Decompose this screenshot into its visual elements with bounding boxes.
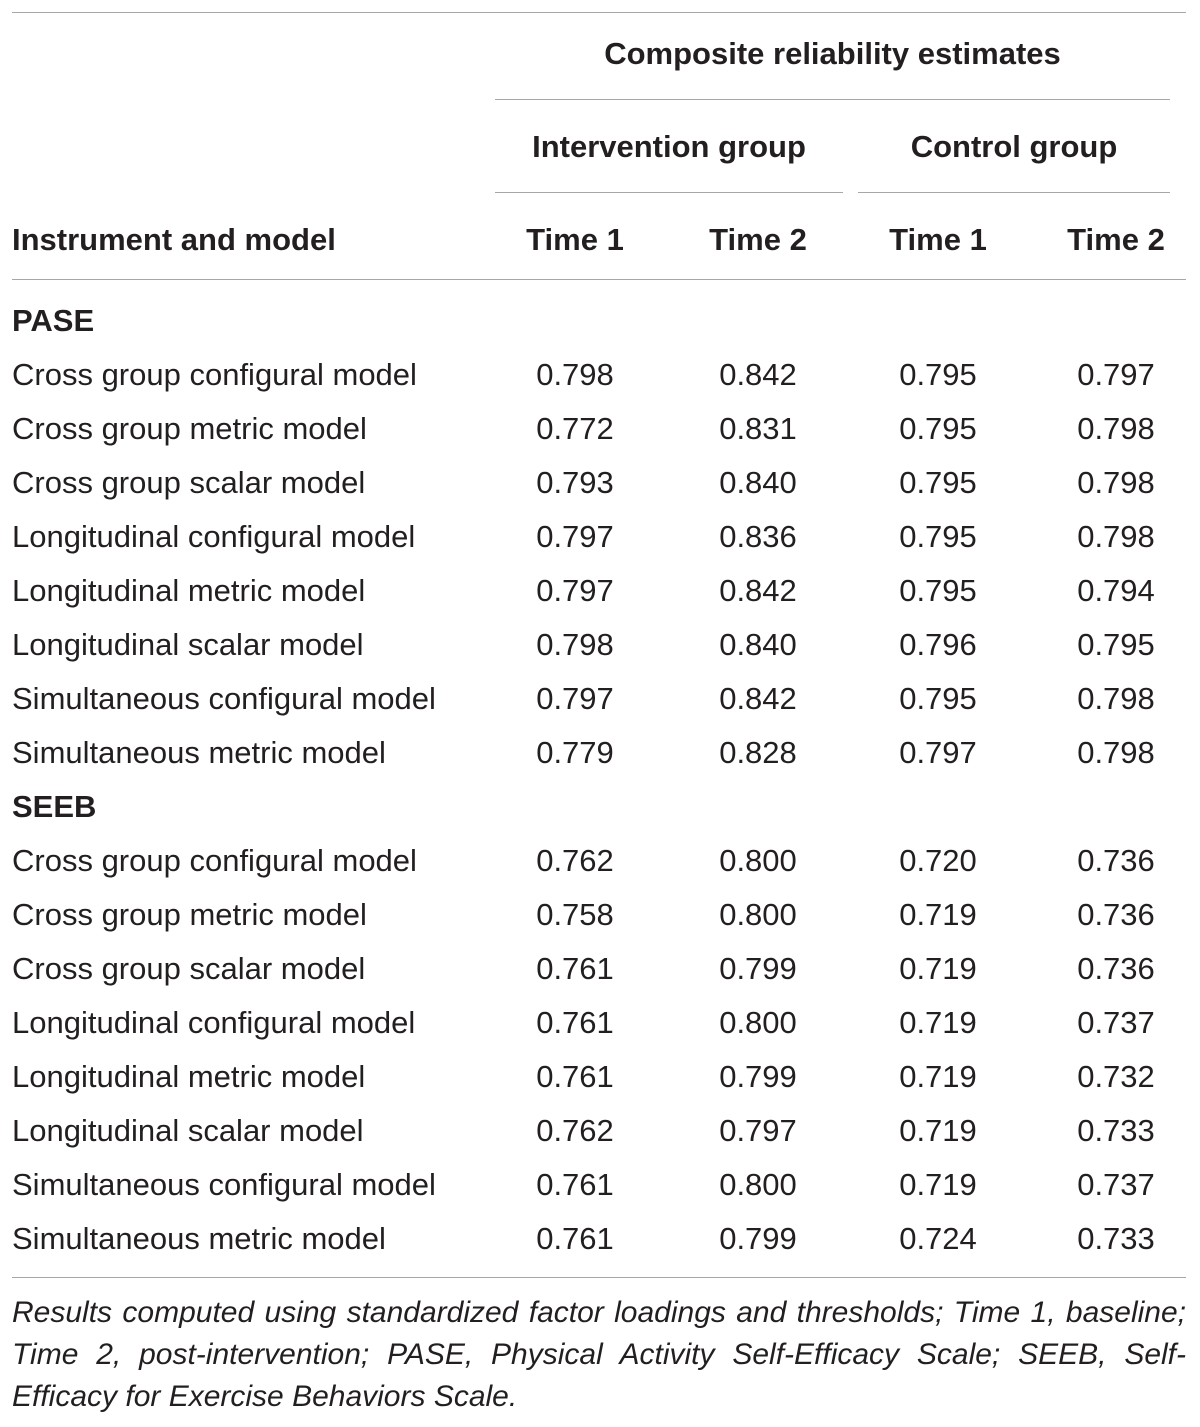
value-cell: 0.842 [719, 357, 797, 392]
value-cell: 0.795 [899, 411, 977, 446]
value-cell: 0.762 [536, 843, 614, 878]
value-cell: 0.800 [719, 1005, 797, 1040]
value-cell: 0.795 [899, 465, 977, 500]
value-cell: 0.719 [899, 1167, 977, 1202]
value-cell: 0.797 [536, 681, 614, 716]
value-cell: 0.720 [899, 843, 977, 878]
model-label: Simultaneous metric model [12, 735, 386, 770]
value-cell: 0.797 [536, 573, 614, 608]
value-cell: 0.797 [1077, 357, 1155, 392]
intervention-group-header: Intervention group [532, 129, 806, 164]
value-cell: 0.840 [719, 465, 797, 500]
value-cell: 0.762 [536, 1113, 614, 1148]
value-cell: 0.842 [719, 573, 797, 608]
model-label: Longitudinal metric model [12, 573, 366, 608]
model-label: Cross group metric model [12, 411, 367, 446]
model-label: Cross group scalar model [12, 465, 366, 500]
value-cell: 0.736 [1077, 951, 1155, 986]
value-cell: 0.758 [536, 897, 614, 932]
model-label: Simultaneous metric model [12, 1221, 386, 1256]
value-cell: 0.761 [536, 1005, 614, 1040]
control-underline [858, 192, 1170, 193]
value-cell: 0.797 [719, 1113, 797, 1148]
control-time2-header: Time 2 [1067, 222, 1165, 257]
value-cell: 0.724 [899, 1221, 977, 1256]
value-cell: 0.842 [719, 681, 797, 716]
value-cell: 0.796 [899, 627, 977, 662]
value-cell: 0.736 [1077, 897, 1155, 932]
value-cell: 0.840 [719, 627, 797, 662]
value-cell: 0.793 [536, 465, 614, 500]
value-cell: 0.795 [899, 573, 977, 608]
value-cell: 0.800 [719, 897, 797, 932]
value-cell: 0.736 [1077, 843, 1155, 878]
value-cell: 0.732 [1077, 1059, 1155, 1094]
value-cell: 0.797 [899, 735, 977, 770]
value-cell: 0.798 [1077, 411, 1155, 446]
model-label: Longitudinal scalar model [12, 627, 364, 662]
instrument-model-header: Instrument and model [12, 222, 336, 257]
model-label: Cross group configural model [12, 357, 417, 392]
value-cell: 0.836 [719, 519, 797, 554]
value-cell: 0.800 [719, 843, 797, 878]
value-cell: 0.719 [899, 1113, 977, 1148]
value-cell: 0.798 [1077, 681, 1155, 716]
top-rule [12, 12, 1186, 13]
value-cell: 0.795 [899, 519, 977, 554]
value-cell: 0.831 [719, 411, 797, 446]
control-group-header: Control group [910, 129, 1118, 164]
model-label: Longitudinal configural model [12, 519, 416, 554]
value-cell: 0.799 [719, 1059, 797, 1094]
intervention-time1-header: Time 1 [526, 222, 624, 257]
value-cell: 0.761 [536, 1167, 614, 1202]
model-label: Longitudinal metric model [12, 1059, 366, 1094]
value-cell: 0.799 [719, 951, 797, 986]
value-cell: 0.761 [536, 1059, 614, 1094]
value-cell: 0.719 [899, 897, 977, 932]
value-cell: 0.800 [719, 1167, 797, 1202]
table-footnote: Results computed using standardized factor loadings and thresholds; Time 1, baseline; Time 2, post-intervention; PASE, Physical Activity Self-Efficacy Scale; SEEB, Self-Efficacy for Exercise Behaviors Scale. [12, 1296, 1186, 1413]
value-cell: 0.798 [536, 627, 614, 662]
model-label: Cross group configural model [12, 843, 417, 878]
value-cell: 0.794 [1077, 573, 1155, 608]
value-cell: 0.799 [719, 1221, 797, 1256]
header-bottom-rule [12, 279, 1186, 280]
composite-underline [495, 99, 1170, 100]
value-cell: 0.733 [1077, 1113, 1155, 1148]
intervention-underline [495, 192, 843, 193]
value-cell: 0.779 [536, 735, 614, 770]
table-bottom-rule [12, 1277, 1186, 1278]
value-cell: 0.719 [899, 1005, 977, 1040]
value-cell: 0.795 [1077, 627, 1155, 662]
value-cell: 0.798 [536, 357, 614, 392]
model-label: Longitudinal scalar model [12, 1113, 364, 1148]
value-cell: 0.737 [1077, 1167, 1155, 1202]
value-cell: 0.761 [536, 951, 614, 986]
section-title-seeb: SEEB [12, 789, 97, 824]
value-cell: 0.737 [1077, 1005, 1155, 1040]
value-cell: 0.798 [1077, 519, 1155, 554]
model-label: Simultaneous configural model [12, 681, 436, 716]
model-label: Longitudinal configural model [12, 1005, 416, 1040]
value-cell: 0.798 [1077, 735, 1155, 770]
control-time1-header: Time 1 [889, 222, 987, 257]
value-cell: 0.719 [899, 1059, 977, 1094]
value-cell: 0.828 [719, 735, 797, 770]
section-title-pase: PASE [12, 303, 95, 338]
value-cell: 0.797 [536, 519, 614, 554]
intervention-time2-header: Time 2 [709, 222, 807, 257]
value-cell: 0.798 [1077, 465, 1155, 500]
value-cell: 0.761 [536, 1221, 614, 1256]
model-label: Cross group scalar model [12, 951, 366, 986]
model-label: Cross group metric model [12, 897, 367, 932]
value-cell: 0.772 [536, 411, 614, 446]
model-label: Simultaneous configural model [12, 1167, 436, 1202]
value-cell: 0.719 [899, 951, 977, 986]
value-cell: 0.795 [899, 681, 977, 716]
value-cell: 0.795 [899, 357, 977, 392]
value-cell: 0.733 [1077, 1221, 1155, 1256]
composite-header: Composite reliability estimates [604, 36, 1061, 71]
